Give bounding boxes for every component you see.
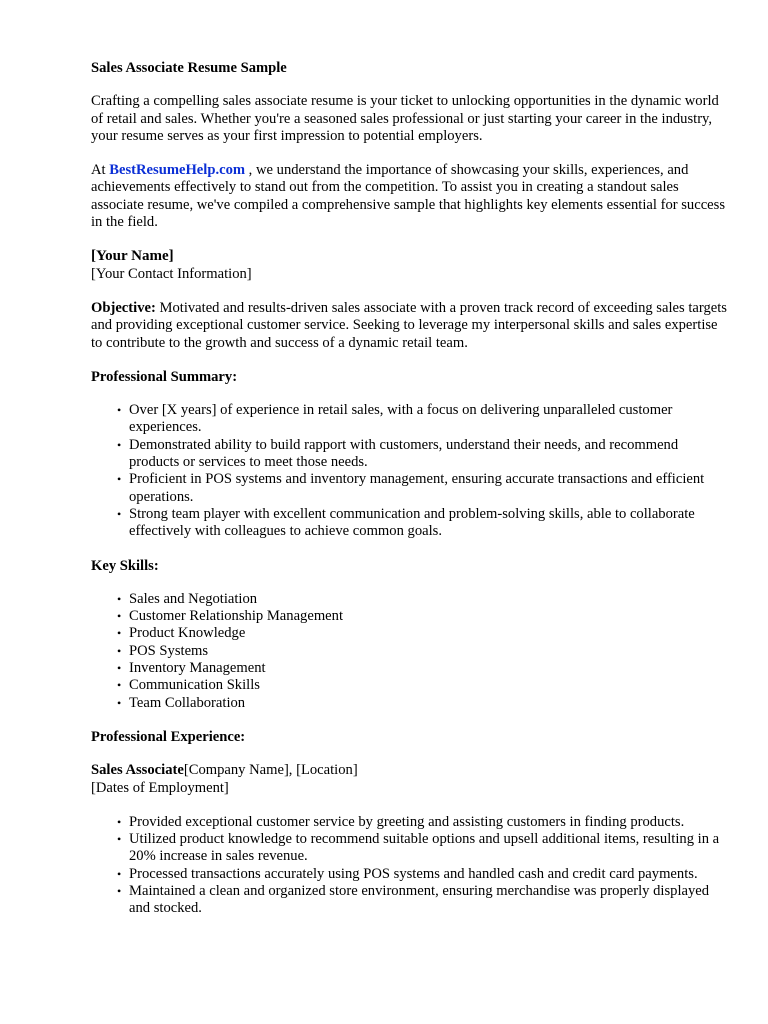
list-item-text: Team Collaboration	[129, 694, 246, 711]
list-item	[91, 506, 731, 541]
skills-list	[91, 591, 731, 712]
list-item	[91, 402, 731, 437]
list-item	[91, 814, 731, 831]
bullet-icon: •	[117, 661, 122, 676]
objective-text: Motivated and results-driven sales associate with a proven track record of exceeding sales targets and providing exceptional customer service. Seeking to leverage my interpersonal skills and sales expertise to contribute to the growth and success of a dynamic retail team.	[91, 299, 727, 351]
list-item-text: Product Knowledge	[129, 625, 246, 642]
bullet-icon: •	[117, 643, 122, 658]
list-item-text: Inventory Management	[129, 660, 266, 677]
bestresumehelp-link[interactable]: BestResumeHelp.com	[109, 162, 246, 179]
list-item-text: Over [X years] of experience in retail sales, with a focus on delivering unparalleled customer experiences.	[129, 402, 673, 436]
list-item	[91, 695, 731, 712]
summary-heading: Professional Summary:	[91, 368, 238, 385]
job-header	[91, 762, 731, 797]
list-item	[91, 831, 731, 866]
list-item-text: Sales and Negotiation	[129, 590, 258, 607]
list-item-text: Processed transactions accurately using POS systems and handled cash and credit card payments.	[129, 865, 698, 882]
objective-label: Objective:	[91, 299, 156, 316]
bullet-icon: •	[117, 403, 122, 418]
list-item	[91, 471, 731, 506]
list-item	[91, 437, 731, 472]
list-item-text: Proficient in POS systems and inventory management, ensuring accurate transactions and efficient operations.	[129, 471, 705, 505]
list-item	[91, 660, 731, 677]
list-item-text: POS Systems	[129, 642, 209, 659]
bullet-icon: •	[117, 609, 122, 624]
list-item	[91, 677, 731, 694]
bullet-icon: •	[117, 506, 122, 521]
company-paragraph-prefix: At	[91, 162, 110, 179]
bullet-icon: •	[117, 814, 122, 829]
list-item-text: Demonstrated ability to build rapport with customers, understand their needs, and recommend products or services to meet those needs.	[129, 436, 679, 471]
bullet-icon: •	[117, 437, 122, 452]
bullet-icon: •	[117, 591, 122, 606]
list-item	[91, 643, 731, 660]
list-item	[91, 608, 731, 625]
company-paragraph	[91, 162, 731, 231]
list-item-text: Communication Skills	[129, 677, 260, 694]
job-company: [Company Name], [Location]	[183, 762, 358, 779]
summary-list	[91, 402, 731, 540]
intro-paragraph: Crafting a compelling sales associate resume is your ticket to unlocking opportunities in the dynamic world of retail and sales. Whether you're a seasoned sales professional or just starting your career in the industry, your resume serves as your first impression to potential employers.	[91, 93, 719, 144]
job-title-line	[91, 762, 731, 779]
bullet-icon: •	[117, 866, 122, 881]
experience-heading: Professional Experience:	[91, 728, 246, 745]
bullet-icon: •	[117, 472, 122, 487]
list-item	[91, 591, 731, 608]
list-item	[91, 866, 731, 883]
list-item	[91, 625, 731, 642]
list-item	[91, 883, 731, 918]
bullet-icon: •	[117, 695, 122, 710]
job-dates: [Dates of Employment]	[91, 779, 229, 796]
list-item-text: Utilized product knowledge to recommend suitable options and upsell additional items, resulting in a 20% increase in sales revenue.	[129, 831, 720, 865]
bullet-icon: •	[117, 883, 122, 898]
your-name: [Your Name]	[91, 248, 174, 265]
skills-heading: Key Skills:	[91, 557, 159, 574]
experience-list	[91, 814, 731, 918]
contact-info: [Your Contact Information]	[91, 265, 252, 282]
list-item-text: Provided exceptional customer service by greeting and assisting customers in finding products.	[129, 813, 685, 830]
list-item-text: Maintained a clean and organized store environment, ensuring merchandise was properly displayed and stocked.	[129, 882, 710, 917]
bullet-icon: •	[117, 832, 122, 847]
name-block	[91, 248, 731, 283]
objective-paragraph	[91, 300, 731, 352]
list-item-text: Strong team player with excellent communication and problem-solving skills, able to collaborate effectively with colleagues to achieve common goals.	[129, 505, 695, 540]
resume-document	[91, 60, 731, 935]
list-item-text: Customer Relationship Management	[129, 608, 344, 625]
company-paragraph-rest: , we understand the importance of showcasing your skills, experiences, and achievements effectively to stand out from the competition. To assist you in creating a standout sales associate resume, we've compiled a comprehensive sample that highlights key elements essential for success in the field.	[91, 162, 726, 231]
job-title: Sales Associate	[91, 762, 184, 779]
bullet-icon: •	[117, 678, 122, 693]
document-title: Sales Associate Resume Sample	[91, 60, 287, 76]
bullet-icon: •	[117, 626, 122, 641]
